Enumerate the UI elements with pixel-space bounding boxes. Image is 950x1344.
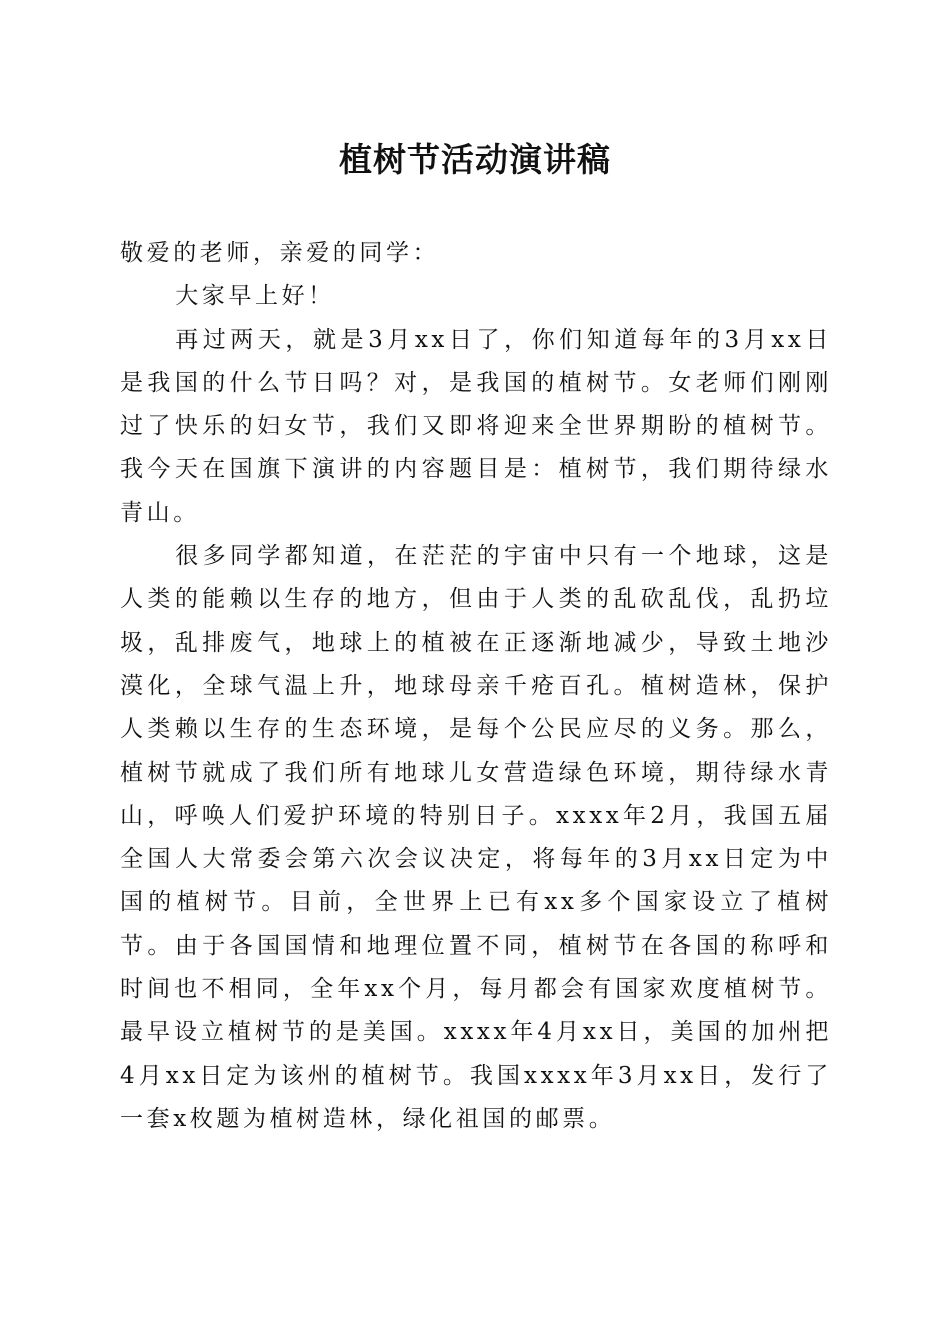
paragraph-intro: 再过两天，就是3月xx日了，你们知道每年的3月xx日是我国的什么节日吗？对，是我国的植树节。女老师们刚刚过了快乐的妇女节，我们又即将迎来全世界期盼的植树节。我今天在国旗下演讲的内容题目是：植树节，我们期待绿水青山。	[120, 326, 832, 526]
salutation: 敬爱的老师，亲爱的同学：	[120, 240, 440, 266]
paragraph-main: 很多同学都知道，在茫茫的宇宙中只有一个地球，这是人类的能赖以生存的地方，但由于人类的乱砍乱伐，乱扔垃圾，乱排废气，地球上的植被在正逐渐地减少，导致土地沙漠化，全球气温上升，地球母亲千疮百孔。植树造林，保护人类赖以生存的生态环境，是每个公民应尽的义务。那么，植树节就成了我们所有地球儿女营造绿色环境，期待绿水青山，呼唤人们爱护环境的特别日子。xxxx年2月，我国五届全国人大常委会第六次会议决定，将每年的3月xx日定为中国的植树节。目前，全世界上已有xx多个国家设立了植树节。由于各国国情和地理位置不同，植树节在各国的称呼和时间也不相同，全年xx个月，每月都会有国家欢度植树节。最早设立植树节的是美国。xxxx年4月xx日，美国的加州把4月xx日定为该州的植树节。我国xxxx年3月xx日，发行了一套x枚题为植树造林，绿化祖国的邮票。	[120, 543, 832, 1132]
document-body	[120, 232, 832, 1141]
document-title: 植树节活动演讲稿	[339, 140, 611, 179]
paragraph-greeting: 大家早上好！	[175, 283, 335, 310]
